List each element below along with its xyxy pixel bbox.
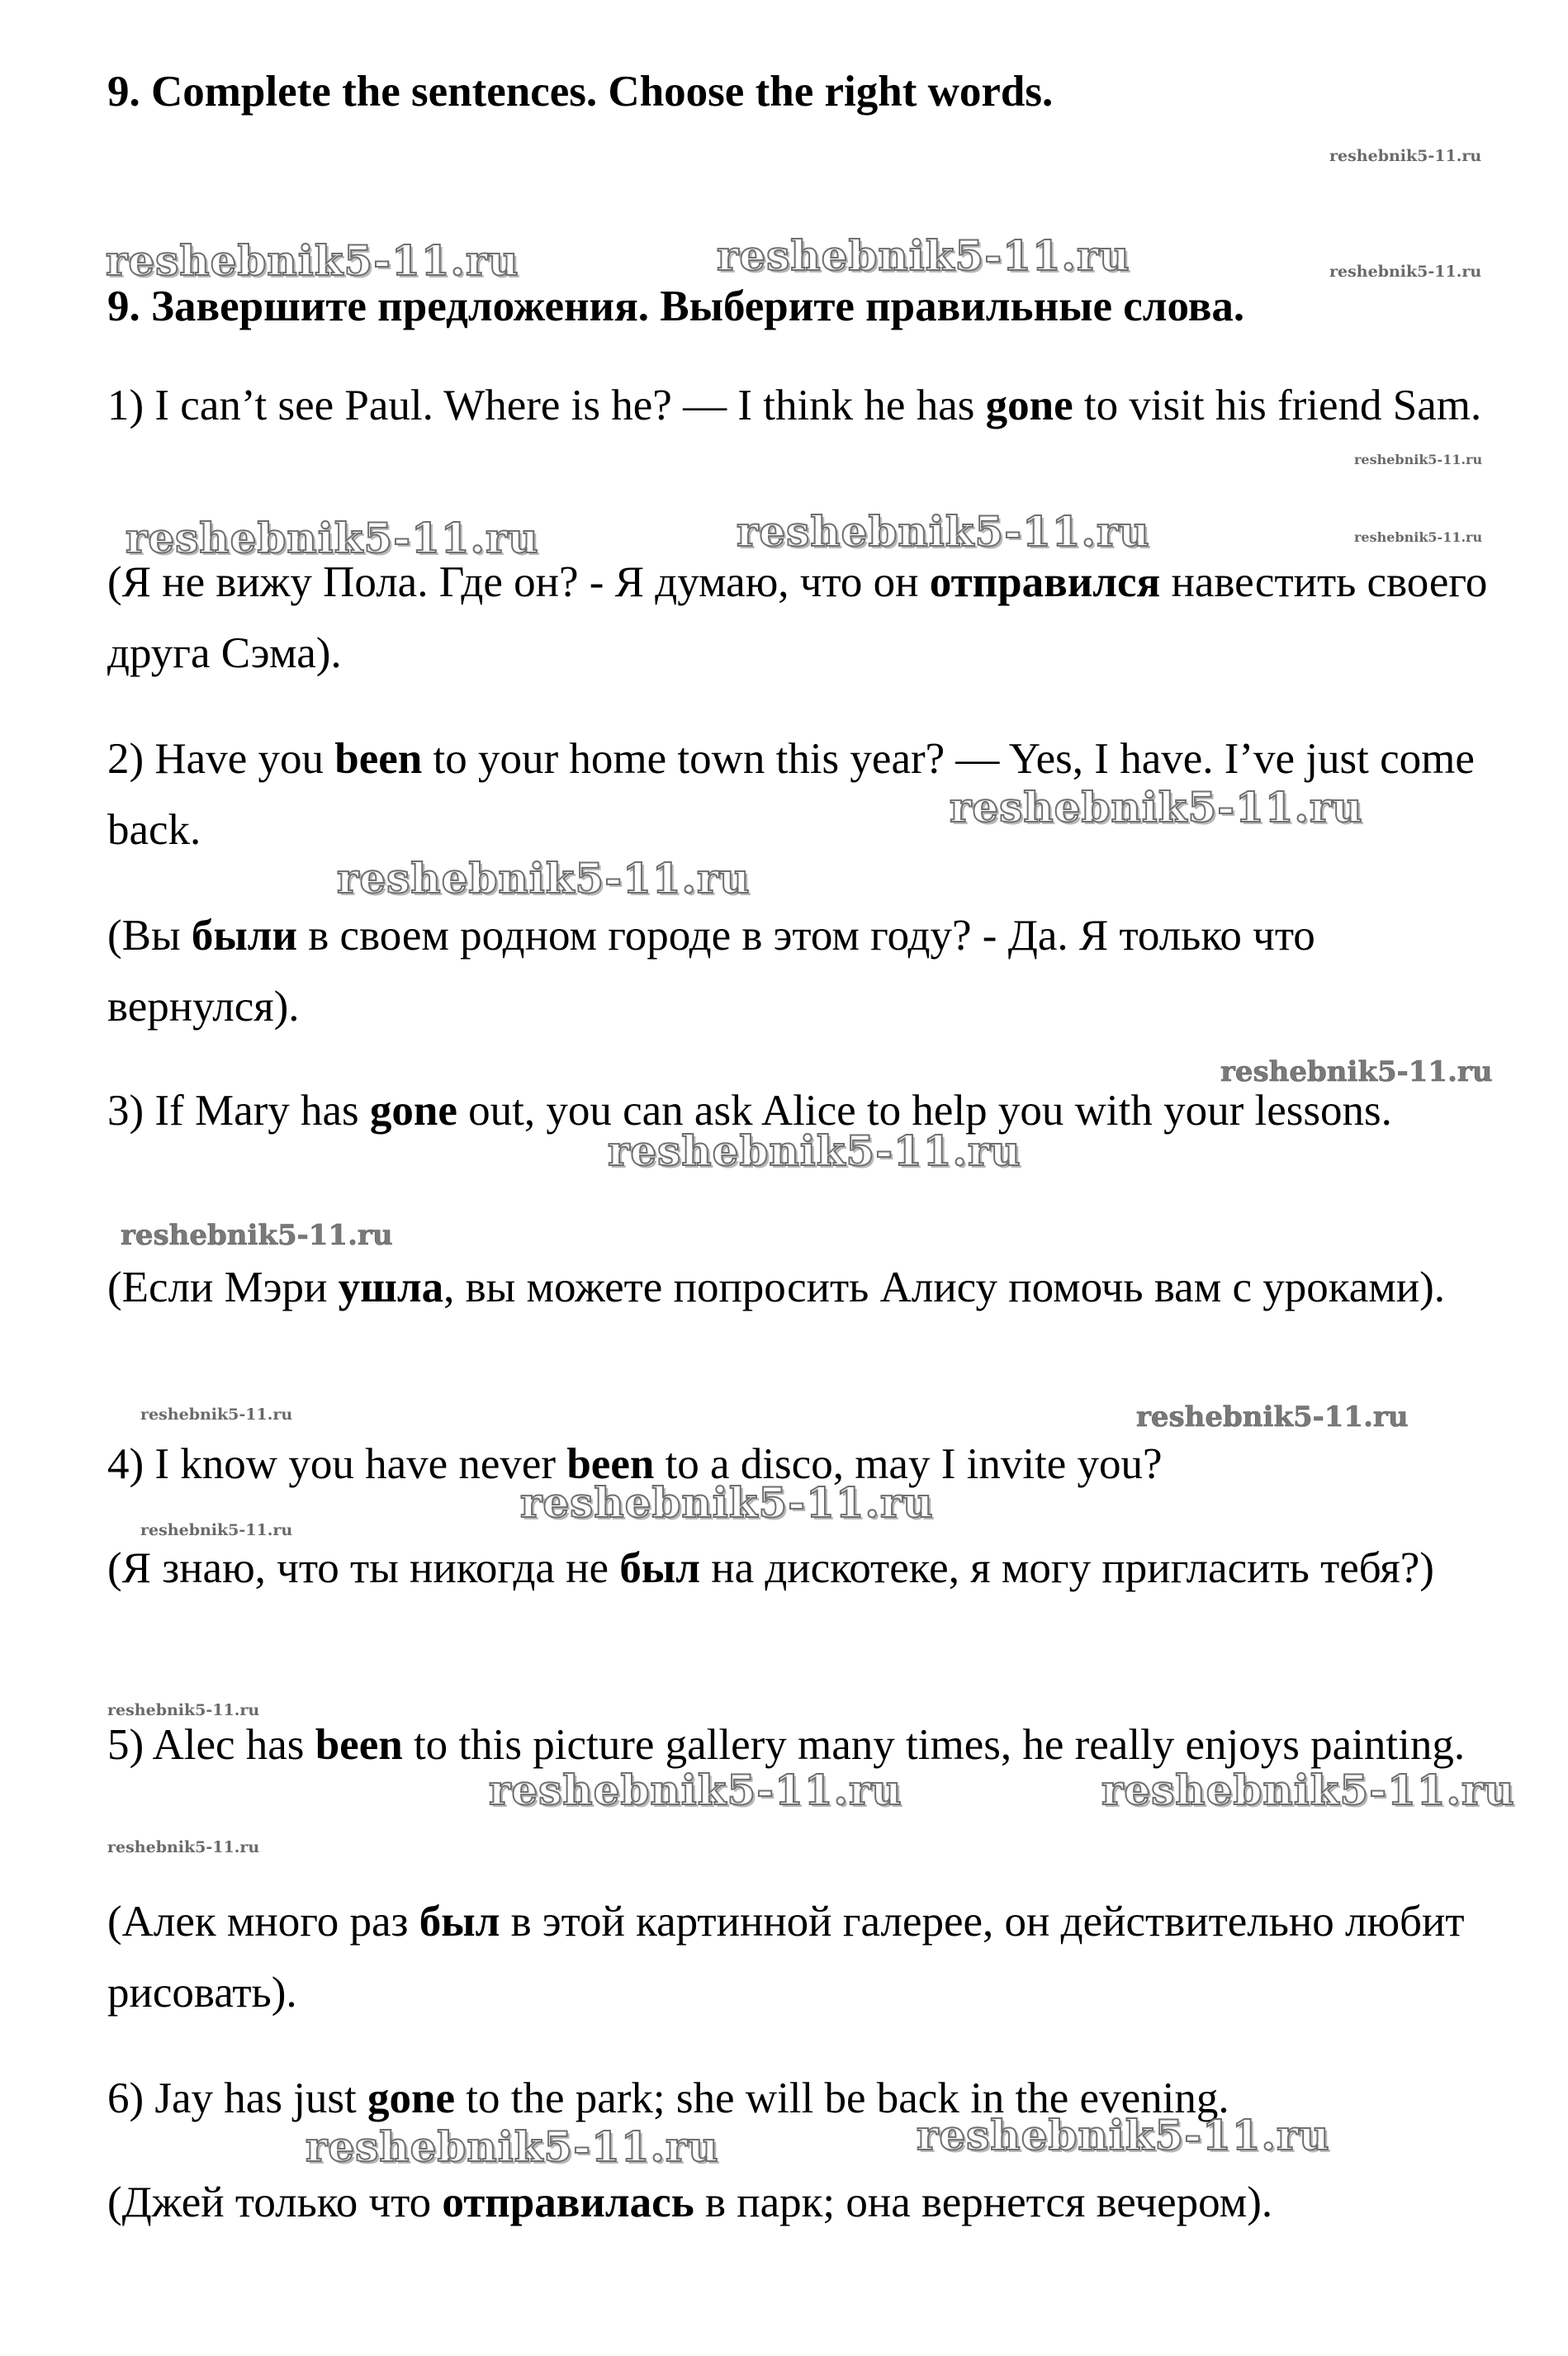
answer-word: ушла bbox=[338, 1263, 444, 1311]
watermark: reshebnik5-11.ru bbox=[1136, 1401, 1409, 1434]
sentence-text: 1) I can’t see Paul. Where is he? — I think he has bbox=[107, 382, 986, 429]
watermark: reshebnik5-11.ru bbox=[608, 1126, 1021, 1175]
watermark: reshebnik5-11.ru bbox=[107, 1838, 260, 1856]
sentence-ru-3 bbox=[107, 1252, 1511, 1323]
sentence-text: (Алек много раз bbox=[107, 1898, 419, 1946]
sentence-text: (Вы bbox=[107, 912, 192, 960]
sentence-ru-5 bbox=[107, 1886, 1511, 2028]
sentence-text: (Я не вижу Пола. Где он? - Я думаю, что он bbox=[107, 558, 930, 606]
watermark: reshebnik5-11.ru bbox=[520, 1478, 934, 1527]
sentence-text: 6) Jay has just bbox=[107, 2074, 368, 2122]
sentence-text: в этой картинной галерее, он действительно любит рисовать). bbox=[107, 1898, 1465, 2017]
sentence-text: to the park; she will be back in the evening. bbox=[455, 2074, 1229, 2122]
sentence-text: , вы можете попросить Алису помочь вам с уроками). bbox=[443, 1263, 1446, 1311]
watermark: reshebnik5-11.ru bbox=[107, 1701, 260, 1719]
sentence-text: навестить своего друга Сэма). bbox=[107, 558, 1488, 677]
sentence-text: out, you can ask Alice to help you with your lessons. bbox=[457, 1087, 1392, 1135]
watermark: reshebnik5-11.ru bbox=[1354, 529, 1483, 545]
answer-word: gone bbox=[369, 1087, 457, 1135]
watermark: reshebnik5-11.ru bbox=[489, 1766, 902, 1814]
sentence-text: (Джей только что bbox=[107, 2178, 443, 2226]
answer-word: были bbox=[191, 912, 298, 960]
exercise-title-ru: 9. Завершите предложения. Выберите правильные слова. bbox=[107, 282, 1245, 330]
answer-word: gone bbox=[985, 382, 1073, 429]
sentence-text: в парк; она вернется вечером). bbox=[694, 2178, 1273, 2226]
sentence-ru-2 bbox=[107, 900, 1511, 1042]
answer-word: отправился bbox=[929, 558, 1161, 606]
sentence-text: 2) Have you bbox=[107, 735, 335, 783]
sentence-text: to your home town this year? — Yes, I have. I’ve just come back. bbox=[107, 735, 1475, 854]
watermark: reshebnik5-11.ru bbox=[1101, 1766, 1515, 1814]
sentence-text: to visit his friend Sam. bbox=[1073, 382, 1482, 429]
sentence-ru-6 bbox=[107, 2167, 1511, 2238]
watermark: reshebnik5-11.ru bbox=[1329, 263, 1482, 281]
answer-word: gone bbox=[367, 2074, 456, 2122]
answer-word: отправилась bbox=[442, 2178, 694, 2226]
watermark: reshebnik5-11.ru bbox=[121, 1219, 393, 1252]
watermark: reshebnik5-11.ru bbox=[1329, 147, 1482, 165]
watermark: reshebnik5-11.ru bbox=[140, 1521, 293, 1539]
watermark: reshebnik5-11.ru bbox=[140, 1406, 293, 1424]
watermark: reshebnik5-11.ru bbox=[306, 2122, 719, 2171]
answer-word: been bbox=[315, 1721, 403, 1769]
sentence-text: 3) If Mary has bbox=[107, 1087, 370, 1135]
sentence-en-1 bbox=[107, 370, 1511, 441]
answer-word: been bbox=[334, 735, 423, 783]
watermark: reshebnik5-11.ru bbox=[1354, 452, 1483, 467]
sentence-ru-4 bbox=[107, 1533, 1511, 1604]
watermark: reshebnik5-11.ru bbox=[950, 783, 1363, 832]
sentence-text: (Я знаю, что ты никогда не bbox=[107, 1544, 620, 1592]
sentence-text: на дискотеке, я могу пригласить тебя?) bbox=[699, 1544, 1434, 1592]
sentence-text: 5) Alec has bbox=[107, 1721, 315, 1769]
sentence-text: to this picture gallery many times, he really enjoys painting. bbox=[402, 1721, 1466, 1769]
answer-word: был bbox=[619, 1544, 700, 1592]
sentence-text: 4) I know you have never bbox=[107, 1440, 567, 1488]
sentence-text: (Если Мэри bbox=[107, 1263, 339, 1311]
watermark: reshebnik5-11.ru bbox=[737, 507, 1150, 556]
sentence-text: to a disco, may I invite you? bbox=[654, 1440, 1163, 1488]
watermark: reshebnik5-11.ru bbox=[917, 2111, 1330, 2159]
sentence-ru-1 bbox=[107, 547, 1511, 689]
exercise-title-en: 9. Complete the sentences. Choose the right words. bbox=[107, 68, 1054, 116]
answer-word: был bbox=[419, 1898, 500, 1946]
watermark: reshebnik5-11.ru bbox=[106, 236, 519, 285]
answer-word: been bbox=[566, 1440, 655, 1488]
sentence-text: в своем родном городе в этом году? - Да. Я только что вернулся). bbox=[107, 912, 1315, 1031]
watermark: reshebnik5-11.ru bbox=[717, 231, 1130, 280]
watermark: reshebnik5-11.ru bbox=[126, 514, 539, 562]
watermark: reshebnik5-11.ru bbox=[337, 854, 751, 903]
watermark: reshebnik5-11.ru bbox=[1220, 1055, 1493, 1088]
